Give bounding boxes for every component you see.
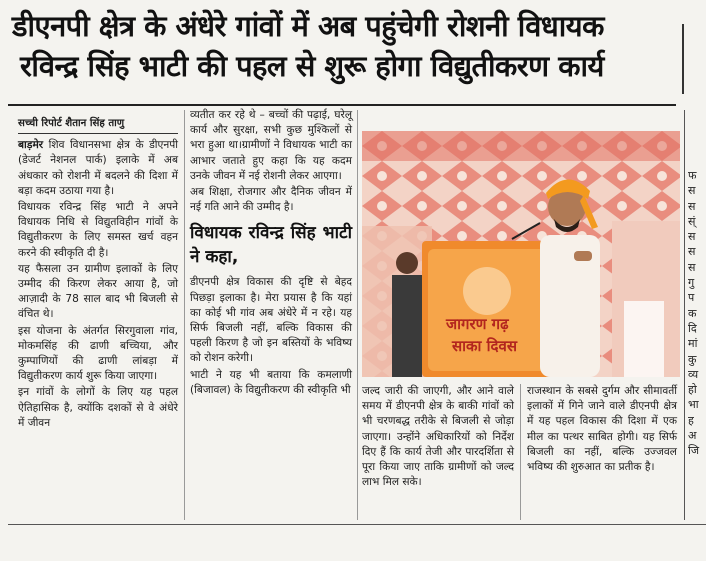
adjacent-article-fragment <box>688 168 706 508</box>
fragment-line: स <box>688 199 696 213</box>
paragraph: विधायक रविन्द्र सिंह भाटी ने अपने विधायक निधि से विद्युतविहीन गांवों के विद्युतीकरण के लिए समस्त खर्च वहन करने की स्वीकृति दी है। <box>18 201 178 259</box>
paragraph: राजस्थान के सबसे दुर्गम और सीमावर्ती इलाकों में गिने जाने वाले डीएनपी क्षेत्र में यह पहल विकास की दिशा में एक मील का पत्थर साबित होगी। यह सिर्फ बिजली का नहीं, बल्कि उज्जवल भविष्य की शुरुआत का प्रतीक है। <box>527 385 677 474</box>
fragment-line: स <box>688 184 696 198</box>
paragraph: भाटी ने यह भी बताया कि कमलाणी (बिजावल) के विद्युतीकरण की स्वीकृति भी <box>190 368 352 396</box>
subheading: विधायक रविन्द्र सिंह भाटी ने कहा, <box>190 223 352 268</box>
fragment-line: स <box>688 230 696 244</box>
podium-banner-line-1: जागरण गढ़ <box>446 315 509 333</box>
paragraph-text: शिव विधानसभा क्षेत्र के डीएनपी (डेजर्ट नेशनल पार्क) इलाके में अब अंधकार को रोशनी में बदलने की दिशा में बड़ा कदम उठाया गया है। <box>18 139 178 197</box>
column-2 <box>190 108 352 399</box>
fragment-line: फ <box>688 169 697 182</box>
column-3 <box>362 384 514 491</box>
column-4 <box>527 384 677 476</box>
column-divider <box>357 110 358 520</box>
fragment-line: दि <box>688 321 697 335</box>
column-1 <box>18 116 178 432</box>
paragraph: जल्द जारी की जाएगी, और आने वाले समय में डीएनपी क्षेत्र के बाकी गांवों को भी चरणबद्ध तरीके से बिजली से जोड़ा जाएगा। उन्होंने अधिकारियों को निर्देश दिए हैं कि कार्य तेजी और पारदर्शिता से पूरा किया जाए ताकि ग्रामीणों को जल्द लाभ मिल सके। <box>362 385 514 489</box>
paragraph: इस योजना के अंतर्गत सिरगुवाला गांव, मोकमसिंह की ढाणी बच्चिया, और कुम्पाणियों की ढाणी लांबड़ा में विद्युतीकरण कार्य शुरू किया जाएगा। <box>18 324 178 383</box>
column-divider <box>184 110 185 520</box>
bottom-rule <box>8 524 706 525</box>
fragment-line: प <box>688 291 695 305</box>
paragraph: यह फैसला उन ग्रामीण इलाकों के लिए उम्मीद की किरण लेकर आया है, जो आज़ादी के 78 साल बाद भी बिजली से वंचित थे। <box>18 262 178 321</box>
paragraph: डीएनपी क्षेत्र विकास की दृष्टि से बेहद पिछड़ा इलाका है। मेरा प्रयास है कि यहां का कोई भी गांव अब अंधेरे में न रहे। यह सिर्फ बिजली नहीं, बल्कि विकास की पहली किरण है जो इन बस्तियों के भविष्य को रोशन करेगी। <box>190 276 352 365</box>
headline-line-2: रविन्द्र सिंह भाटी की पहल से शुरू होगा विद्युतीकरण कार्य <box>20 49 604 83</box>
fragment-line: भा <box>688 398 699 412</box>
fragment-line: जि <box>688 444 700 458</box>
fragment-line: ह <box>688 413 694 427</box>
column-divider <box>520 384 521 520</box>
byline: सच्ची रिपोर्ट शैतान सिंह ताणु <box>18 116 178 134</box>
photo-illustration <box>362 131 680 377</box>
paragraph: इन गांवों के लोगों के लिए यह पहल ऐतिहासिक है, क्योंकि दशकों से वे अंधेरे में जीवन <box>18 386 178 429</box>
fragment-line: कु <box>688 352 697 366</box>
news-photo <box>362 131 680 377</box>
paragraph: व्यतीत कर रहे थे – बच्चों की पढ़ाई, घरेलू कार्य और सुरक्षा, सभी कुछ मुश्किलों से भरा हुआ था।ग्रामीणों ने विधायक भाटी का आभार जताते हुए कहा कि यह कदम उनके जीवन में नई रोशनी लेकर आएगा। <box>190 109 352 182</box>
fragment-line: क <box>688 306 697 320</box>
fragment-line: अ <box>688 429 697 443</box>
podium-banner-line-2: साका दिवस <box>452 337 517 355</box>
fragment-line: मां <box>688 337 698 351</box>
headline <box>12 6 680 86</box>
fragment-line: स्ं <box>688 214 696 228</box>
fragment-line: स <box>688 260 696 274</box>
fragment-line: स <box>688 245 696 259</box>
paragraph: अब शिक्षा, रोजगार और दैनिक जीवन में नई गति आने की उम्मीद है। <box>190 186 352 214</box>
right-border <box>684 110 685 520</box>
paragraph <box>18 138 178 199</box>
fragment-line: व्य <box>688 367 699 381</box>
headline-rule <box>8 104 676 106</box>
headline-line-1: डीएनपी क्षेत्र के अंधेरे गांवों में अब पहुंचेगी रोशनी विधायक <box>12 9 604 43</box>
fragment-line: गु <box>688 276 695 290</box>
headline-side-bar <box>682 24 684 94</box>
dateline: बाड़मेर <box>18 139 44 152</box>
fragment-line: हो <box>688 383 697 397</box>
